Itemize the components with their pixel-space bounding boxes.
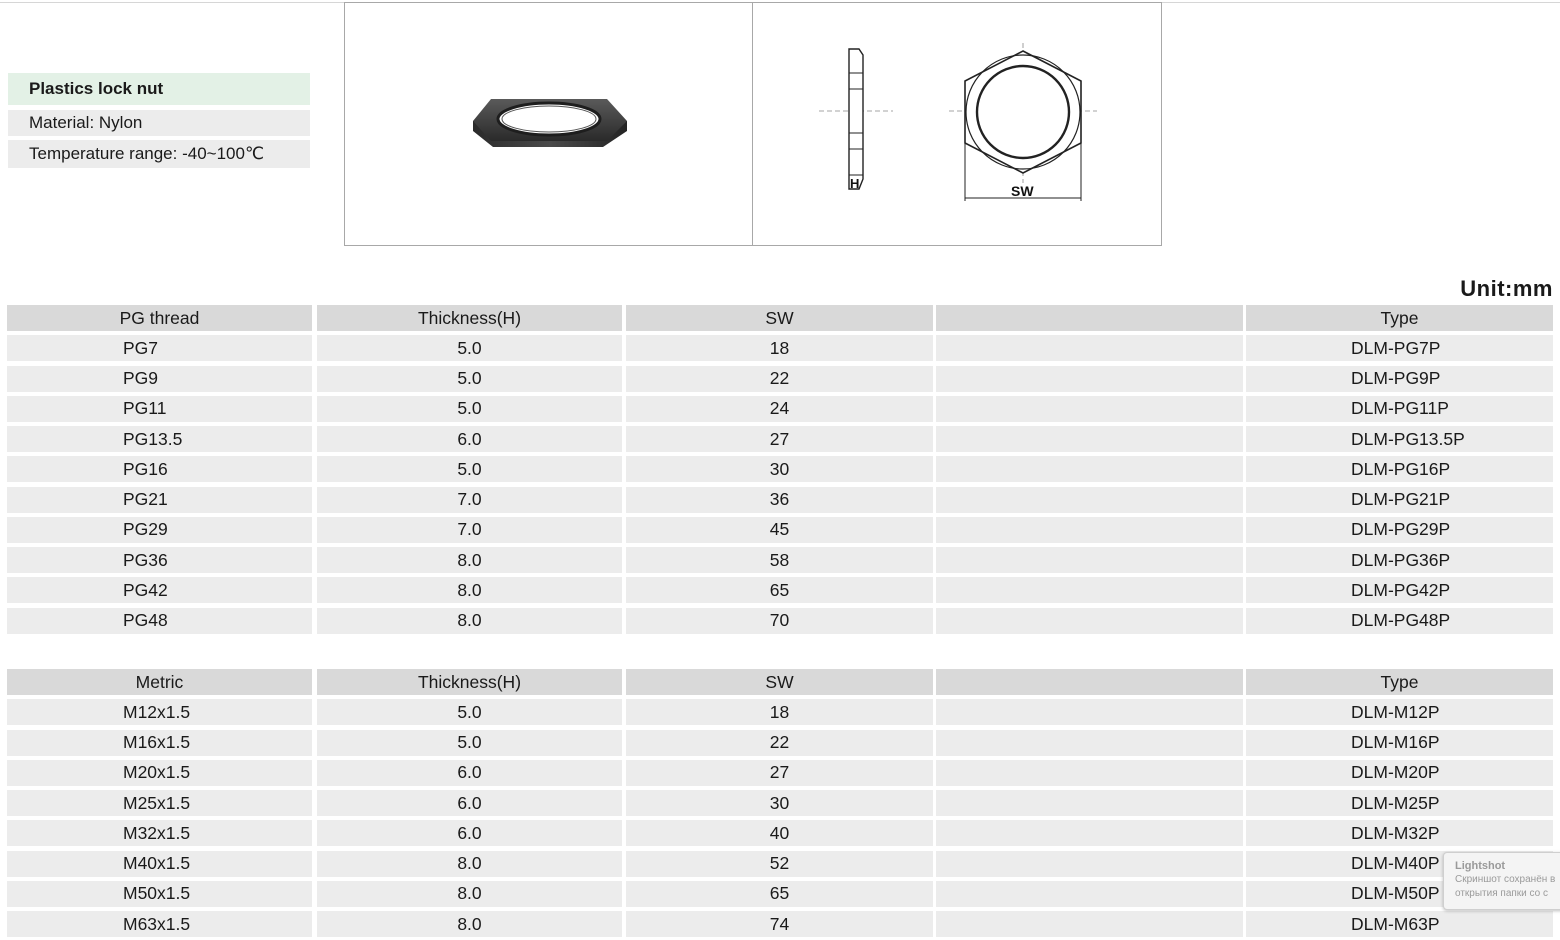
table-cell: 22 [626, 730, 933, 756]
table-cell [936, 790, 1243, 816]
table-cell: 27 [626, 760, 933, 786]
table-cell: PG29 [7, 517, 312, 543]
table-cell: M16x1.5 [7, 730, 312, 756]
table-row [7, 487, 1553, 517]
table-cell [936, 366, 1243, 392]
table-cell: 30 [626, 790, 933, 816]
table-cell: 70 [626, 608, 933, 634]
table-cell: 8.0 [317, 911, 622, 937]
table-row [7, 790, 1553, 820]
lightshot-notification[interactable] [1443, 852, 1560, 910]
table-cell: PG13.5 [7, 426, 312, 452]
table-cell: M40x1.5 [7, 851, 312, 877]
table-cell: 5.0 [317, 456, 622, 482]
table-cell: 40 [626, 820, 933, 846]
header-cell: Thickness(H) [317, 669, 622, 695]
table-cell: 52 [626, 851, 933, 877]
table-cell: DLM-PG29P [1246, 517, 1553, 543]
table-cell: M12x1.5 [7, 699, 312, 725]
table-cell [936, 820, 1243, 846]
table-row [7, 820, 1553, 850]
table-cell: 18 [626, 699, 933, 725]
table-row [7, 881, 1553, 911]
table-row [7, 456, 1553, 486]
table-row [7, 547, 1553, 577]
table-cell: DLM-M16P [1246, 730, 1553, 756]
table-cell: PG9 [7, 366, 312, 392]
metric-thread-table [7, 669, 1553, 940]
table-cell: 8.0 [317, 577, 622, 603]
table-cell: M32x1.5 [7, 820, 312, 846]
table-cell [936, 396, 1243, 422]
table-cell: 36 [626, 487, 933, 513]
table-row [7, 730, 1553, 760]
table-cell: 8.0 [317, 881, 622, 907]
table-cell: 30 [626, 456, 933, 482]
table-cell: 8.0 [317, 547, 622, 573]
table-cell: PG48 [7, 608, 312, 634]
table-cell: 74 [626, 911, 933, 937]
table-header [7, 305, 1553, 335]
table-cell [936, 881, 1243, 907]
table-cell: 6.0 [317, 426, 622, 452]
table-cell: DLM-PG11P [1246, 396, 1553, 422]
table-cell: 5.0 [317, 730, 622, 756]
table-row [7, 335, 1553, 365]
table-cell: DLM-M50P [1246, 881, 1553, 907]
header-cell [936, 305, 1243, 331]
product-photo [344, 2, 753, 246]
table-cell: 27 [626, 426, 933, 452]
lock-nut-image [345, 3, 754, 247]
table-row [7, 517, 1553, 547]
table-cell: 65 [626, 881, 933, 907]
table-row [7, 426, 1553, 456]
table-cell: DLM-M20P [1246, 760, 1553, 786]
table-row [7, 396, 1553, 426]
header-cell: PG thread [7, 305, 312, 331]
table-cell [936, 577, 1243, 603]
table-cell [936, 760, 1243, 786]
table-cell: DLM-PG16P [1246, 456, 1553, 482]
table-cell [936, 547, 1243, 573]
table-row [7, 760, 1553, 790]
table-cell [936, 517, 1243, 543]
table-cell: PG16 [7, 456, 312, 482]
table-cell: 5.0 [317, 366, 622, 392]
header-cell: SW [626, 669, 933, 695]
table-cell: DLM-PG7P [1246, 335, 1553, 361]
header-cell [936, 669, 1243, 695]
notification-title: Lightshot [1455, 860, 1506, 872]
table-cell: PG21 [7, 487, 312, 513]
table-cell [936, 426, 1243, 452]
unit-label: Unit:mm [1460, 276, 1553, 301]
table-cell: M50x1.5 [7, 881, 312, 907]
table-cell [936, 911, 1243, 937]
table-cell: DLM-M40P [1246, 851, 1553, 877]
table-cell: 6.0 [317, 790, 622, 816]
table-cell: PG7 [7, 335, 312, 361]
table-cell: DLM-PG21P [1246, 487, 1553, 513]
table-cell: M25x1.5 [7, 790, 312, 816]
table-row [7, 911, 1553, 940]
table-cell [936, 456, 1243, 482]
table-cell: DLM-PG36P [1246, 547, 1553, 573]
table-cell: DLM-PG48P [1246, 608, 1553, 634]
table-cell: 5.0 [317, 396, 622, 422]
header-cell: Thickness(H) [317, 305, 622, 331]
header-cell: Type [1246, 669, 1553, 695]
table-cell: DLM-PG9P [1246, 366, 1553, 392]
notification-line-1: Скриншот сохранён в [1455, 874, 1556, 885]
table-cell [936, 851, 1243, 877]
table-cell: 8.0 [317, 851, 622, 877]
table-cell: PG36 [7, 547, 312, 573]
pg-thread-table [7, 305, 1553, 638]
header-cell: SW [626, 305, 933, 331]
table-row [7, 577, 1553, 607]
table-cell: 24 [626, 396, 933, 422]
table-cell: PG42 [7, 577, 312, 603]
material-spec: Material: Nylon [8, 110, 310, 136]
table-cell: DLM-M25P [1246, 790, 1553, 816]
table-cell [936, 699, 1243, 725]
table-cell: PG11 [7, 396, 312, 422]
dimension-drawing [753, 3, 1163, 247]
sw-label: SW [1011, 183, 1034, 199]
table-cell: 45 [626, 517, 933, 543]
temperature-spec: Temperature range: -40~100℃ [8, 140, 310, 168]
table-cell: 8.0 [317, 608, 622, 634]
table-row [7, 608, 1553, 638]
table-cell: DLM-PG13.5P [1246, 426, 1553, 452]
technical-drawing [752, 2, 1162, 246]
table-cell: 5.0 [317, 699, 622, 725]
table-cell: 7.0 [317, 487, 622, 513]
table-cell: 58 [626, 547, 933, 573]
table-cell: M63x1.5 [7, 911, 312, 937]
table-cell [936, 487, 1243, 513]
table-cell: 5.0 [317, 335, 622, 361]
table-cell [936, 730, 1243, 756]
table-row [7, 699, 1553, 729]
table-cell: 65 [626, 577, 933, 603]
thickness-label: H [850, 176, 860, 191]
table-cell: 6.0 [317, 820, 622, 846]
header-cell: Type [1246, 305, 1553, 331]
table-cell: 6.0 [317, 760, 622, 786]
table-cell: DLM-M12P [1246, 699, 1553, 725]
table-cell: M20x1.5 [7, 760, 312, 786]
table-cell: 22 [626, 366, 933, 392]
table-cell: DLM-M63P [1246, 911, 1553, 937]
header-cell: Metric [7, 669, 312, 695]
table-header [7, 669, 1553, 699]
product-title: Plastics lock nut [8, 73, 310, 105]
table-cell: DLM-PG42P [1246, 577, 1553, 603]
table-cell [936, 608, 1243, 634]
table-cell: 18 [626, 335, 933, 361]
table-row [7, 851, 1553, 881]
table-row [7, 366, 1553, 396]
notification-line-2: открытия папки со с [1455, 888, 1548, 899]
table-cell: 7.0 [317, 517, 622, 543]
table-cell [936, 335, 1243, 361]
table-cell: DLM-M32P [1246, 820, 1553, 846]
